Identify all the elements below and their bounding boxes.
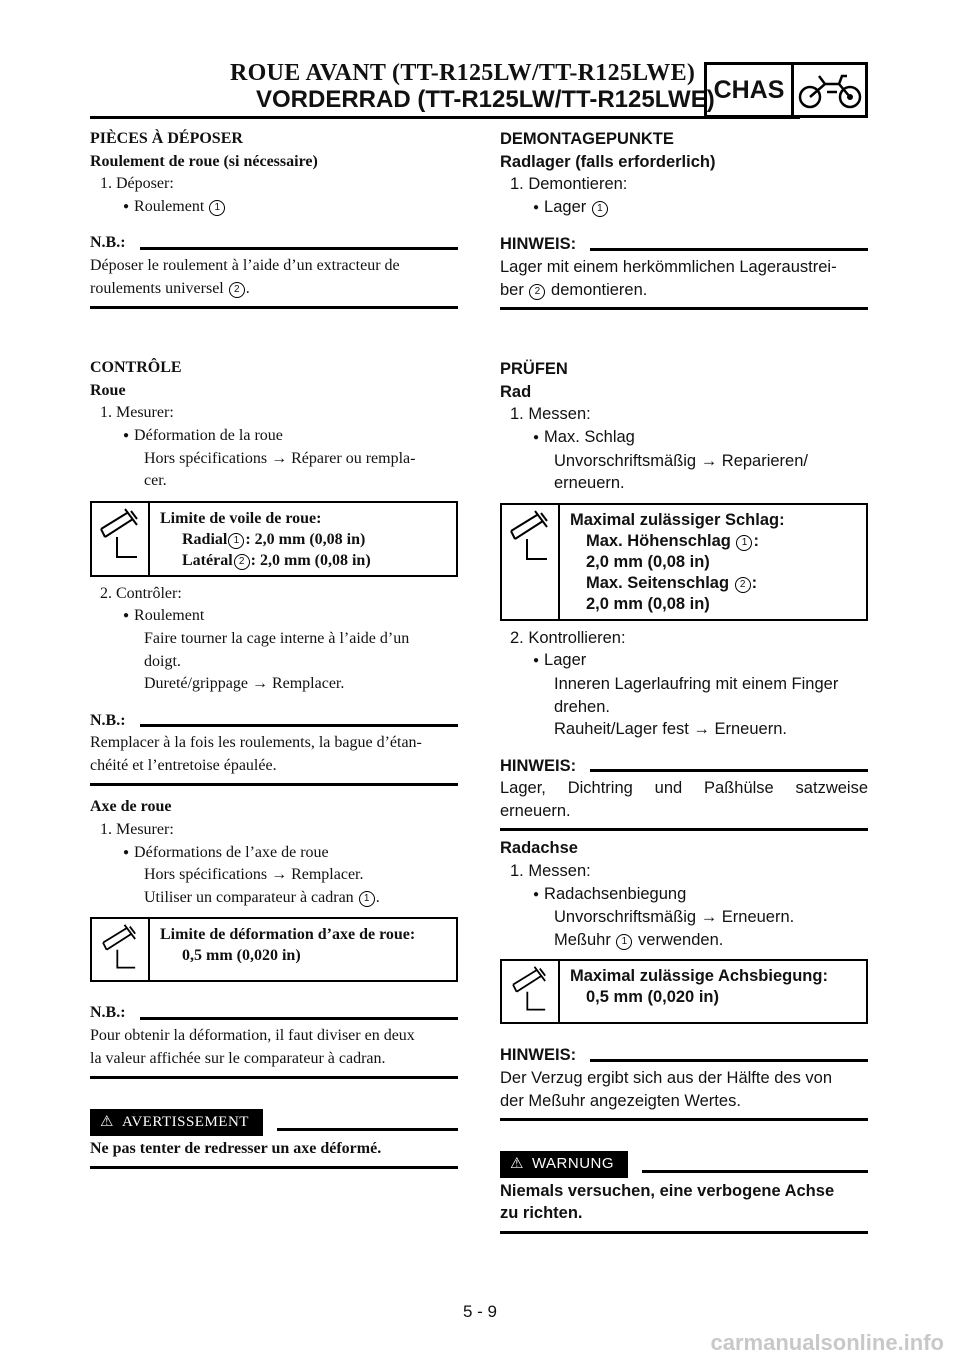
- fr-step-measure-axle: 1. Mesurer:: [100, 821, 174, 839]
- de-step-measure-axle: 1. Messen:: [510, 862, 591, 881]
- de-note-2-text: Lager, Dichtring und Paßhülse satzweise: [500, 779, 868, 798]
- caliper-icon: [92, 919, 150, 980]
- fr-step-measure: 1. Mesurer:: [100, 404, 174, 422]
- de-wheel-heading: Rad: [500, 382, 532, 401]
- de-note-3-header: HINWEIS:: [500, 1044, 868, 1067]
- fr-bullet-axle-deformation: ● Déformations de l’axe de roue: [90, 842, 458, 865]
- fr-warning-text: Ne pas tenter de redresser un axe déformé.: [90, 1139, 382, 1157]
- fr-deformation-text-1: Hors spécifications → Réparer ou rempla-: [144, 449, 416, 467]
- de-note-2-text-end: erneuern.: [500, 801, 571, 820]
- fr-note-1-text: Déposer le roulement à l’aide d’un extracteur de roulements universel 2 .: [90, 256, 400, 297]
- de-section-check-title: PRÜFEN: [500, 360, 568, 379]
- de-bullet-bearing-check: ● Lager: [500, 649, 868, 673]
- de-axle-text-2: Meßuhr 1 verwenden.: [554, 930, 724, 949]
- fr-note-3-text: Pour obtenir la déformation, il faut diviser en deux la valeur affichée sur le comparateur à cadran.: [90, 1027, 415, 1067]
- fr-warning-badge: ⚠ AVERTISSEMENT: [90, 1109, 263, 1136]
- de-axle-text-1: Unvorschriftsmäßig → Erneuern.: [554, 908, 795, 927]
- fr-section-remove-title: PIÈCES À DÉPOSER: [90, 130, 243, 147]
- fr-note-2-header: N.B.:: [90, 710, 458, 733]
- de-bearing-check-text-2: drehen.: [554, 697, 610, 716]
- german-column: [500, 128, 868, 1234]
- de-runout-text-1: Unvorschriftsmäßig → Reparieren/: [554, 451, 808, 470]
- fr-bearing-check-text-3: Dureté/grippage → Remplacer.: [144, 675, 345, 693]
- fr-bearing-heading: Roulement de roue (si nécessaire): [90, 152, 318, 170]
- fr-bullet-deformation: ● Déformation de la roue: [90, 425, 458, 448]
- fr-spec-axle-text: Limite de déformation d’axe de roue: 0,5 mm (0,020 in): [160, 926, 416, 965]
- de-axle-heading: Radachse: [500, 839, 578, 858]
- chas-badge: [704, 62, 868, 118]
- chas-label: CHAS: [707, 65, 794, 115]
- fr-deformation-text-2: cer.: [144, 472, 167, 490]
- de-warning-badge: ⚠ WARNUNG: [500, 1151, 628, 1178]
- fr-warning-end: [90, 1166, 458, 1169]
- fr-bullet-bearing: ● Roulement 1: [90, 196, 458, 219]
- fr-axle-text-2: Utiliser un comparateur à cadran 1 .: [144, 888, 380, 906]
- de-note-3-end: [500, 1118, 868, 1121]
- de-warning-header: [500, 1151, 868, 1178]
- title-german: VORDERRAD (TT-R125LW/TT-R125LWE): [256, 86, 715, 113]
- page-number: 5 - 9: [462, 1302, 498, 1321]
- de-note-2-header: HINWEIS:: [500, 755, 868, 778]
- fr-bearing-check-text-2: doigt.: [144, 652, 181, 670]
- de-bullet-axle-bend: ● Radachsenbiegung: [500, 883, 868, 907]
- de-warning-end: [500, 1231, 868, 1234]
- caliper-icon: [502, 961, 560, 1022]
- motorcycle-icon: [794, 65, 865, 115]
- de-runout-text-2: erneuern.: [554, 474, 625, 493]
- de-note-1-text: Lager mit einem herkömmlichen Lageraustrei- ber 2 demontieren.: [500, 257, 837, 299]
- de-bullet-runout: ● Max. Schlag: [500, 426, 868, 450]
- de-spec-box-axle: [500, 959, 868, 1024]
- caliper-icon: [92, 503, 150, 575]
- fr-bearing-check-text-1: Faire tourner la cage interne à l’aide d’un: [144, 629, 410, 647]
- de-spec-axle-text: Maximal zulässige Achsbiegung: 0,5 mm (0,020 in): [570, 967, 828, 1007]
- title-french: ROUE AVANT (TT-R125LW/TT-R125LWE): [230, 60, 696, 86]
- de-step-remove: 1. Demontieren:: [510, 175, 628, 194]
- de-bearing-check-text-1: Inneren Lagerlaufring mit einem Finger: [554, 674, 839, 693]
- fr-step-check: 2. Contrôler:: [100, 584, 182, 602]
- de-bearing-check-text-3: Rauheit/Lager fest → Erneuern.: [554, 720, 787, 739]
- fr-section-check-title: CONTRÔLE: [90, 359, 182, 377]
- fr-axle-text-1: Hors spécifications → Remplacer.: [144, 866, 364, 884]
- fr-note-3-end: [90, 1076, 458, 1079]
- de-spec-box-runout: [500, 503, 868, 621]
- de-step-check: 2. Kontrollieren:: [510, 628, 626, 647]
- de-note-1-header: HINWEIS:: [500, 233, 868, 256]
- fr-wheel-heading: Roue: [90, 381, 126, 399]
- warning-icon: ⚠: [510, 1155, 524, 1173]
- fr-step-remove: 1. Déposer:: [100, 175, 174, 193]
- warning-icon: ⚠: [100, 1114, 114, 1131]
- de-warning-text: Niemals versuchen, eine verbogene Achse zu richten.: [500, 1181, 835, 1223]
- fr-spec-runout-text: Limite de voile de roue: Radial 1 : 2,0 mm (0,08 in) Latéral 2 : 2,0 mm (0,08 in): [160, 509, 371, 569]
- de-note-3-text: Der Verzug ergibt sich aus der Hälfte des von der Meßuhr angezeigten Wertes.: [500, 1069, 833, 1110]
- fr-spec-box-axle: [90, 917, 458, 982]
- fr-warning-header: [90, 1109, 458, 1136]
- fr-axle-heading: Axe de roue: [90, 798, 172, 816]
- de-bullet-bearing: ● Lager 1: [500, 196, 868, 220]
- fr-note-1-header: N.B.:: [90, 232, 458, 255]
- de-spec-runout-text: Maximal zulässiger Schlag: Max. Höhenschlag 1 : 2,0 mm (0,08 in) Max. Seitenschlag 2 : 2,0 mm (0,08 in): [570, 510, 785, 613]
- de-bearing-heading: Radlager (falls erforderlich): [500, 152, 716, 171]
- fr-note-3-header: N.B.:: [90, 1002, 458, 1025]
- caliper-icon: [502, 505, 560, 619]
- footer-watermark: carmanualsonline.info: [710, 1330, 944, 1355]
- fr-spec-box-runout: [90, 501, 458, 577]
- header-rule: [90, 116, 800, 119]
- fr-note-2-text: Remplacer à la fois les roulements, la bague d’étan- chéité et l’entretoise épaulée.: [90, 734, 422, 774]
- french-column: [90, 128, 458, 1169]
- de-section-remove-title: DEMONTAGEPUNKTE: [500, 130, 674, 148]
- fr-bullet-bearing-check: ● Roulement: [90, 605, 458, 628]
- de-step-measure: 1. Messen:: [510, 405, 591, 424]
